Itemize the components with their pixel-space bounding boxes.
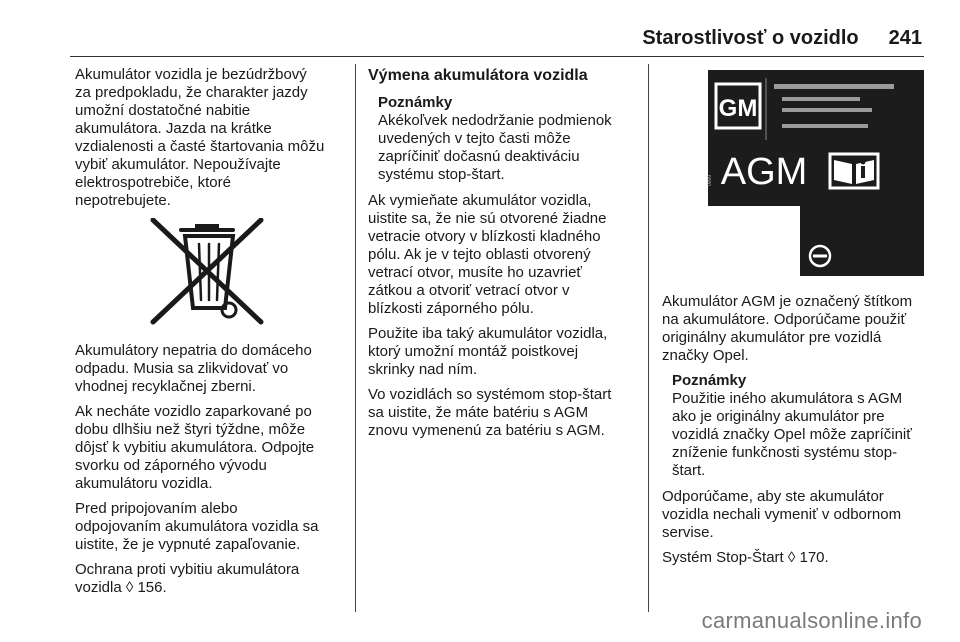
watermark: carmanualsonline.info: [701, 608, 922, 633]
fusebox-paragraph: Použite iba taký akumulátor vozidla, ktorý umožní montáž poistkovej skrinky nad ním.: [368, 325, 608, 378]
note-text: Akékoľvek nedodržanie podmienok uvedených v tejto časti môže zapríčiniť dočasnú deaktiváciu systému stop-štart.: [378, 112, 612, 183]
column-divider-1: [355, 64, 356, 612]
note-box: [378, 94, 640, 184]
disposal-paragraph: Akumulátory nepatria do domáceho odpadu. Musia sa zlikvidovať vo vhodnej recyklačnej zberni.: [75, 342, 312, 395]
column-divider-2: [648, 64, 649, 612]
agm-label-type: AGM: [720, 151, 808, 193]
agm-label-brand: GM: [718, 95, 758, 122]
ignition-paragraph: Pred pripojovaním alebo odpojovaním akumulátora vozidla sa uistite, že je vypnuté zapaľovanie.: [75, 500, 319, 553]
header-rule: [70, 56, 924, 57]
column-1: [75, 66, 347, 604]
stop-start-reference-paragraph: Systém Stop-Štart ◊ 170.: [662, 549, 829, 566]
vent-paragraph: Ak vymieňate akumulátor vozidla, uistite sa, že nie sú otvorené žiadne vetracie otvory v blízkosti kladného pólu. Ak je v tejto oblasti otvorený vetrací otvor, musíte ho uzavrieť zátkou a otvoriť vetrací otvor v blízkosti záporného pólu.: [368, 192, 607, 317]
column-2: [368, 66, 640, 447]
agm-battery-label-image: [702, 70, 924, 276]
parking-paragraph: Ak necháte vozidlo zaparkované po dobu dlhšiu než štyri týždne, môže dôjsť k vybitiu akumulátora. Odpojte svorku od záporného vývodu akumulátoru vozidla.: [75, 403, 315, 492]
service-paragraph: Odporúčame, aby ste akumulátor vozidla nechali vymeniť v odbornom servise.: [662, 488, 902, 541]
page-reference-link-156[interactable]: 156.: [137, 579, 167, 596]
note-box-2: [672, 372, 932, 480]
note-title: Poznámky: [378, 94, 453, 111]
agm-label-side-code: 0000: [707, 174, 713, 186]
note-text-2: Použitie iného akumulátora s AGM ako je originálny akumulátor pre vozidlá značky Opel môže zapríčiniť zníženie funkčnosti systému stop- štart.: [672, 390, 912, 479]
page-number: 241: [888, 27, 922, 49]
page-reference-arrow-icon-2: ◊: [787, 549, 796, 566]
page-reference-link-170[interactable]: 170.: [799, 549, 829, 566]
section-heading: Výmena akumulátora vozidla: [368, 67, 588, 84]
page-header: [642, 27, 922, 50]
section-title: Starostlivosť o vozidlo: [642, 27, 859, 49]
page-reference-arrow-icon: ◊: [125, 579, 134, 596]
column-3: [662, 293, 932, 574]
discharge-protection-paragraph: Ochrana proti vybitiu akumulátora vozidla ◊ 156.: [75, 561, 300, 596]
stop-start-agm-paragraph: Vo vozidlách so systémom stop-štart sa uistite, že máte batériu s AGM znovu vymenenú za batériu s AGM.: [368, 386, 612, 439]
note-title-2: Poznámky: [672, 372, 747, 389]
crossed-out-bin-icon: [145, 218, 269, 328]
agm-label-paragraph: Akumulátor AGM je označený štítkom na akumulátore. Odporúčame použiť originálny akumulátor pre vozidlá značky Opel.: [662, 293, 913, 364]
battery-maintenance-paragraph: Akumulátor vozidla je bezúdržbový za predpokladu, že charakter jazdy umožní dostatočné nabitie akumulátora. Jazda na krátke vzdialenosti a časté štartovania môžu vybiť akumulátor. Nepoužívajte elektrospotrebiče, ktoré nepotrebujete.: [75, 66, 325, 209]
